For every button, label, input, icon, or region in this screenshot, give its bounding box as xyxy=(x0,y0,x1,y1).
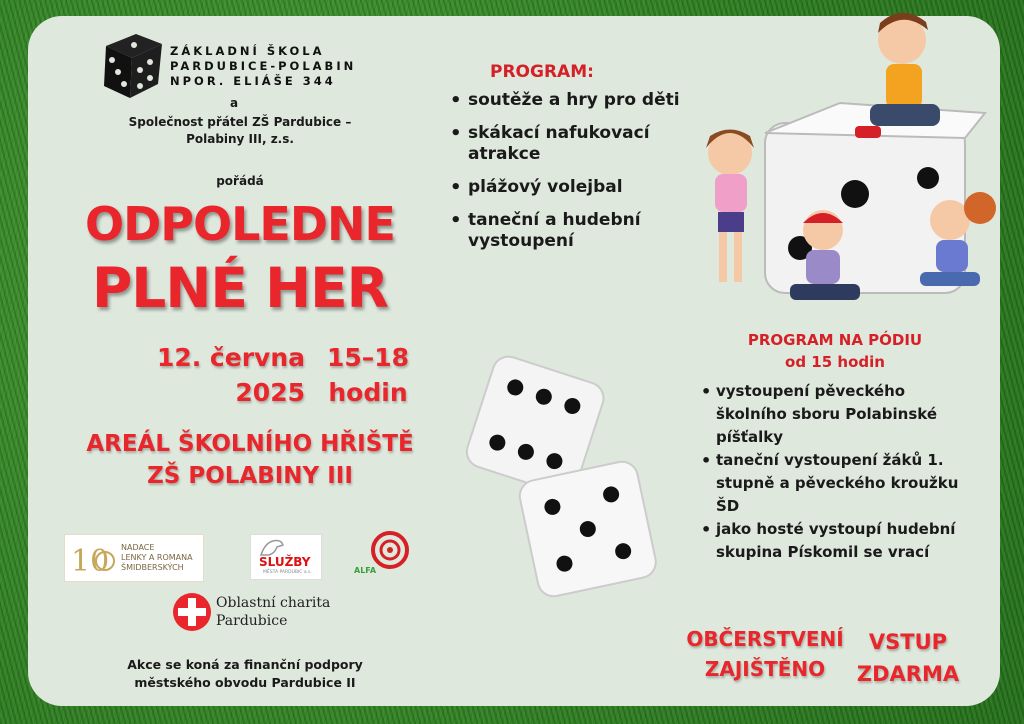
program-title: PROGRAM: xyxy=(490,62,594,82)
school-line-2: PARDUBICE-POLABIN xyxy=(170,59,357,73)
society-line-2: Polabiny III, z.s. xyxy=(186,132,294,146)
time-line-1: 15–18 xyxy=(326,343,410,372)
date-line-1: 12. června xyxy=(156,343,305,372)
spiral-icon xyxy=(366,530,410,570)
sluzby-subtitle: MĚSTA PARDUBIC a.s. xyxy=(263,570,312,575)
venue-line-2: ZŠ POLABINY III xyxy=(147,463,353,489)
event-venue xyxy=(70,428,430,492)
program-list xyxy=(448,90,688,264)
support-line-2: městského obvodu Pardubice II xyxy=(134,675,356,690)
program-item: • taneční a hudební vystoupení xyxy=(448,210,688,252)
society-line-1: Společnost přátel ZŠ Pardubice – xyxy=(128,115,352,129)
event-title-line-1: ODPOLEDNE xyxy=(85,197,395,251)
charita-line-2: Pardubice xyxy=(216,613,288,629)
horse-icon xyxy=(257,537,287,557)
entry-line-1: VSTUP xyxy=(868,630,948,654)
charita-cross-icon xyxy=(172,592,212,632)
stage-item: • taneční vystoupení žáků 1. stupně a pěveckého kroužku ŠD xyxy=(698,449,968,518)
nadace-line-1: NADACE xyxy=(121,543,155,552)
nadace-logo xyxy=(64,534,204,582)
refreshments-note xyxy=(680,624,850,684)
program-item: • skákací nafukovací atrakce xyxy=(448,123,688,165)
nadace-line-3: ŠMIDBERSKÝCH xyxy=(121,563,184,572)
event-time xyxy=(318,340,418,410)
stage-title-line-2: od 15 hodin xyxy=(785,353,885,371)
dice-pair-icon xyxy=(458,345,668,600)
charita-logo xyxy=(170,590,350,634)
svg-text:10: 10 xyxy=(71,544,110,579)
event-date xyxy=(130,340,305,410)
free-entry-note xyxy=(848,626,968,690)
support-note xyxy=(95,656,395,692)
refreshments-line-1: OBČERSTVENÍ xyxy=(686,627,844,651)
nadace-line-2: LENKY A ROMANA xyxy=(121,553,193,562)
sluzby-name: SLUŽBY xyxy=(259,555,311,569)
stage-item: • vystoupení pěveckého školního sboru Polabinské píšťalky xyxy=(698,380,968,449)
dice-logo-icon xyxy=(100,28,166,100)
organizes-text: pořádá xyxy=(216,174,264,188)
date-line-2: 2025 xyxy=(235,378,305,407)
society-name xyxy=(95,114,385,148)
and-text: a xyxy=(230,96,239,110)
program-item: • plážový volejbal xyxy=(448,177,688,198)
stage-program-title xyxy=(700,329,970,373)
stage-program-list xyxy=(698,380,968,564)
school-line-3: NPOR. ELIÁŠE 344 xyxy=(170,74,336,88)
school-name xyxy=(170,44,356,89)
entry-line-2: ZDARMA xyxy=(856,662,960,686)
kids-dice-illustration-icon xyxy=(690,8,1010,320)
stage-item: • jako hosté vystoupí hudební skupina Pískomil se vrací xyxy=(698,518,968,564)
venue-line-1: AREÁL ŠKOLNÍHO HŘIŠTĚ xyxy=(86,431,414,457)
school-line-1: ZÁKLADNÍ ŠKOLA xyxy=(170,44,325,58)
event-title-line-2: PLNÉ HER xyxy=(91,256,389,320)
alfa-logo xyxy=(352,530,422,584)
alfa-name: ALFA xyxy=(354,566,377,575)
support-line-1: Akce se koná za finanční podpory xyxy=(127,657,363,672)
charita-line-1: Oblastní charita xyxy=(216,595,331,611)
program-item: • soutěže a hry pro děti xyxy=(448,90,688,111)
nadace-emblem-icon xyxy=(69,539,117,579)
stage-title-line-1: PROGRAM NA PÓDIU xyxy=(747,331,923,349)
time-line-2: hodin xyxy=(328,378,408,407)
sluzby-logo xyxy=(250,534,322,580)
refreshments-line-2: ZAJIŠTĚNO xyxy=(704,657,826,681)
